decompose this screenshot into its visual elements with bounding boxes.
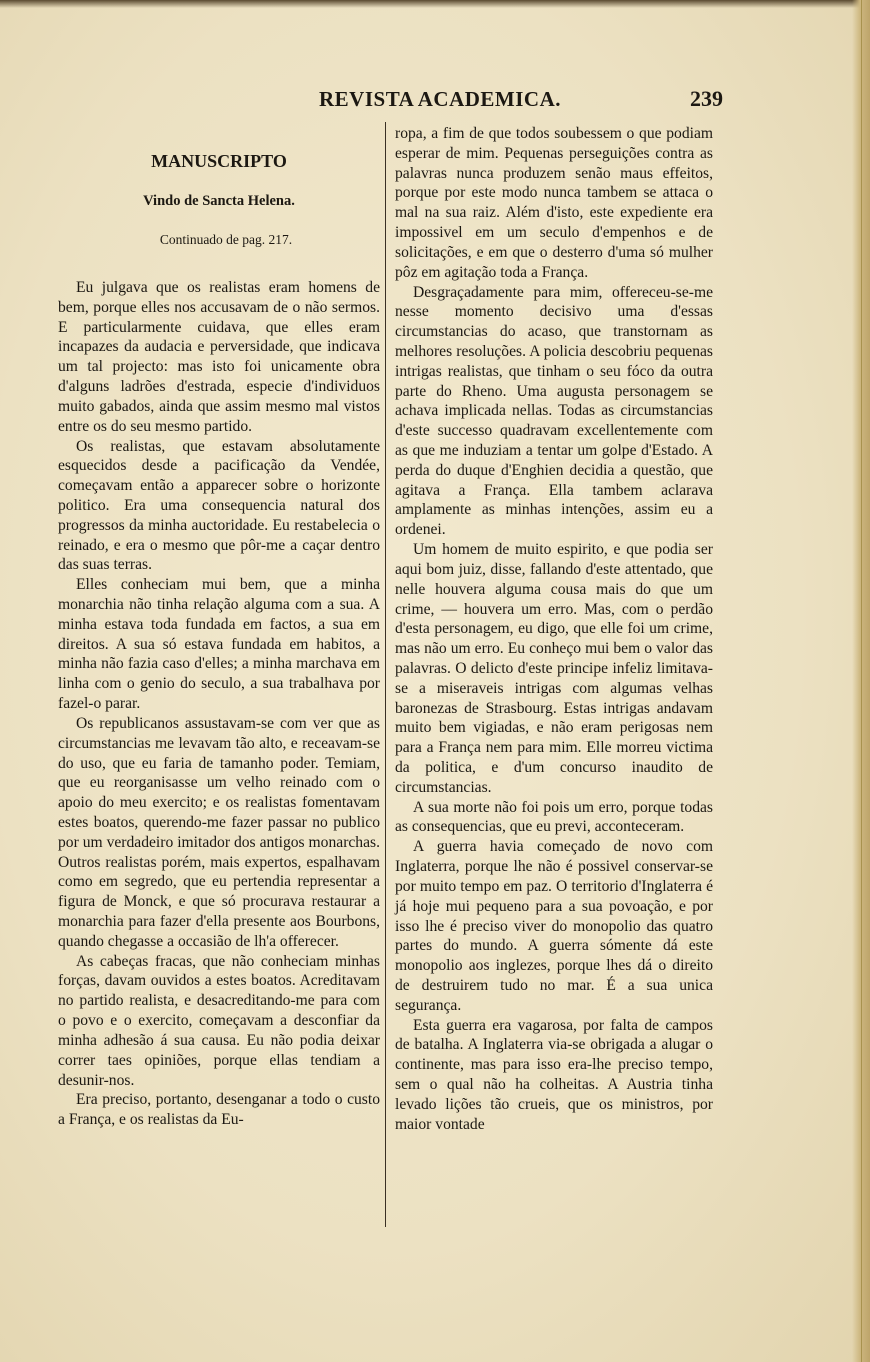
column-divider [385,122,386,1227]
paragraph-continued: ropa, a fim de que todos soubessem o que podiam esperar de mim. Pequenas perseguições contra as palavras nunca produzem senão maus effeitos, porque por este modo nunca tambem se attaca o mal na sua raiz. Além d'isto, este expediente era impossivel em um seculo d'empenhos e de solicitações, e em que o desterro d'uma só mulher pôz em agitação toda a França. [395,125,713,281]
paragraph: A sua morte não foi pois um erro, porque todas as consequencias, que eu previ, acconteceram. [395,798,713,836]
right-column [395,124,713,1134]
paragraph: Os realistas, que estavam absolutamente esquecidos desde a pacificação da Vendée, começavam então a apparecer sobre o horizonte politico. Era uma consequencia natural dos progressos da minha auctoridade. Eu restabelecia o reinado, e era o mesmo que pôr-me a caçar dentro das suas terras. [58,437,380,574]
continuation-note: Continuado de pag. 217. [159,232,293,247]
article-subtitle: Vindo de Sancta Helena. [143,193,295,209]
paragraph: Elles conheciam mui bem, que a minha monarchia não tinha relação alguma com a sua. A minha estava toda fundada em factos, a sua em direitos. A sua só estava fundada em habitos, a minha não fazia caso d'elles; a minha marchava em linha com o genio do seculo, a sua trabalhava por fazel-o parar. [58,576,380,713]
left-column [58,124,380,1130]
paragraph: Eu julgava que os realistas eram homens de bem, porque elles nos accusavam de o não sermos. E particularmente cuidava, que elles eram incapazes da audacia e perversidade, que indicava um tal projecto: mas isto foi unicamente obra d'alguns ladrões d'estrada, especie d'individuos muito gabados, ainda que assim mesmo mal vistos entre os do seu mesmo partido. [58,279,380,435]
paragraph: Era preciso, portanto, desenganar a todo o custo a França, e os realistas da Eu- [58,1091,380,1129]
paragraph: Um homem de muito espirito, e que podia ser aqui bom juiz, disse, fallando d'este attentado, que nelle houvera alguma cousa mais do que um crime, — houvera um erro. Mas, com o perdão d'esta personagem, eu digo, que elle foi um crime, mas não um erro. Eu conheço mui bem o valor das palavras. O delicto d'este principe infeliz limitava-se a miseraveis intrigas com algumas velhas baronezas de Strasbourg. Estas intrigas andavam muito bem vigiadas, e não eram perigosas nem para a França nem para mim. Elle morreu victima da politica, e d'um concurso inaudito de circumstancias. [395,541,713,796]
article-title: MANUSCRIPTO [151,151,287,171]
running-header: REVISTA ACADEMICA. [319,87,561,111]
paragraph: Desgraçadamente para mim, offereceu-se-me nesse momento decisivo uma d'essas circumstancias do acaso, que transtornam as melhores resoluções. A policia descobriu pequenas intrigas realistas, que tinham o seu fóco da outra parte do Rheno. Uma augusta personagem se achava implicada nellas. Todas as circumstancias d'este successo quadravam excellentemente com as que me induziam a tentar um golpe d'Estado. A perda do duque d'Enghien decidia a questão, que agitava a França. Ella tambem aclarava amplamente as minhas intenções, assim eu a ordenei. [395,283,713,539]
page-fold-line [861,0,862,1362]
page-number: 239 [690,86,723,111]
paragraph: Os republicanos assustavam-se com ver que as circumstancias me levavam tão alto, e receavam-se do uso, que eu faria de tamanho poder. Temiam, que eu reorganisasse um velho reinado com o apoio do meu exercito; e os realistas fomentavam estes boatos, querendo-me fazer passar no publico por um verdadeiro imitador dos antigos monarchas. Outros realistas porém, mais expertos, espalhavam como em segredo, que eu pertendia representar a figura de Monck, e que só procurava restaurar a monarchia para fazer d'ella presente aos Bourbons, quando chegasse a occasião de lh'a offerecer. [58,714,380,950]
paragraph: A guerra havia começado de novo com Inglaterra, porque lhe não é possivel conservar-se por muito tempo em paz. O territorio d'Inglaterra é já hoje mui pequeno para a sua povoação, e por isso lhe é preciso viver do monopolio das quatro partes do mundo. A guerra sómente dá este monopolio aos inglezes, porque lhes dá o direito de destruirem tudo no mar. É a sua unica segurança. [395,838,713,1014]
paragraph: As cabeças fracas, que não conheciam minhas forças, davam ouvidos a estes boatos. Acreditavam no partido realista, e desacreditando-me para com o povo e o exercito, começavam a desconfiar da minha adhesão á sua causa. Eu não podia deixar correr taes opiniões, porque ellas tendiam a desunir-nos. [58,952,380,1089]
paragraph: Esta guerra era vagarosa, por falta de campos de batalha. A Inglaterra via-se obrigada a alugar o continente, mas para isso era-lhe preciso tempo, sem o qual não ha colheitas. A Austria tinha levado lições tão crueis, que os ministros, por maior vontade [395,1016,713,1133]
page-top-shadow [0,0,870,8]
